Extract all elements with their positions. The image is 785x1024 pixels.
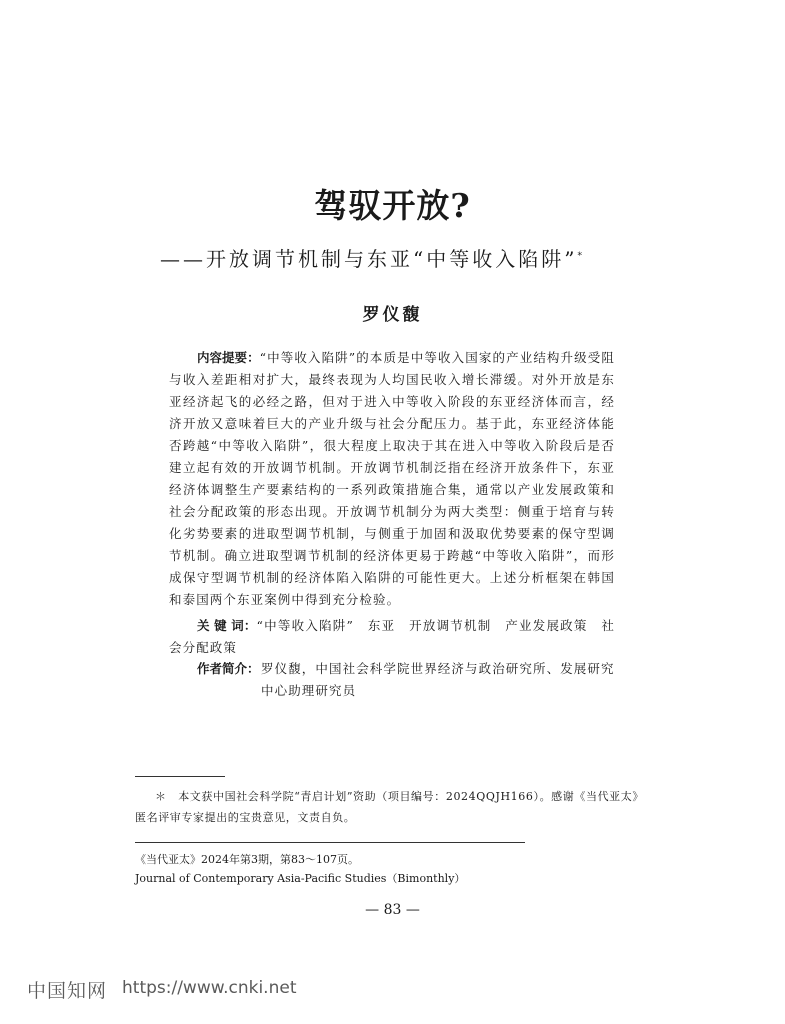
page-number: — 83 — <box>365 902 420 918</box>
footnote-marker[interactable]: * <box>577 251 582 262</box>
footnote: ＊ 本文获中国社会科学院“青启计划”资助（项目编号：2024QQJH166）。感谢《当代亚太》匿名评审专家提出的宝贵意见，文责自负。 <box>135 790 644 824</box>
article-subtitle <box>160 243 582 272</box>
author-name: 罗仪馥 <box>362 305 423 325</box>
journal-name: Journal of Contemporary Asia-Pacific Studies（Bimonthly） <box>135 872 466 885</box>
keywords-label: 关 键 词： <box>197 618 257 633</box>
author-bio <box>197 658 617 702</box>
footnote-divider <box>135 776 225 777</box>
watermark-brand: 中国知网 <box>27 980 108 1002</box>
keywords-text: “中等收入陷阱” 东亚 开放调节机制 产业发展政策 社会分配政策 <box>169 618 615 655</box>
subtitle-text: ——开放调节机制与东亚“中等收入陷阱” <box>160 247 578 271</box>
bio-text: 罗仪馥，中国社会科学院世界经济与政治研究所、发展研究中心助理研究员 <box>261 661 615 698</box>
bio-label: 作者简介： <box>197 661 260 676</box>
source-citation: 《当代亚太》2024年第3期，第83～107页。 <box>135 853 359 866</box>
source-divider <box>135 842 525 843</box>
abstract-label: 内容提要： <box>197 350 260 365</box>
abstract-text: “中等收入陷阱”的本质是中等收入国家的产业结构升级受阻与收入差距相对扩大，最终表现为人均国民收入增长滞缓。对外开放是东亚经济起飞的必经之路，但对于进入中等收入阶段的东亚经济体而言，经济开放又意味着巨大的产业升级与社会分配压力。基于此，东亚经济体能否跨越“中等收入陷阱”，很大程度上取决于其在进入中等收入阶段后是否建立起有效的开放调节机制。开放调节机制泛指在经济开放条件下，东亚经济体调整生产要素结构的一系列政策措施合集，通常以产业发展政策和社会分配政策的形态出现。开放调节机制分为两大类型：侧重于培育与转化劣势要素的进取型调节机制，与侧重于加固和汲取优势要素的保守型调节机制。确立进取型调节机制的经济体更易于跨越“中等收入陷阱”，而形成保守型调节机制的经济体陷入陷阱的可能性更大。上述分析框架在韩国和泰国两个东亚案例中得到充分检验。 <box>169 350 615 607</box>
watermark-url[interactable]: https://www.cnki.net <box>122 978 297 998</box>
article-title: 驾驭开放? <box>314 186 471 225</box>
abstract <box>169 347 615 611</box>
keywords <box>169 615 615 659</box>
